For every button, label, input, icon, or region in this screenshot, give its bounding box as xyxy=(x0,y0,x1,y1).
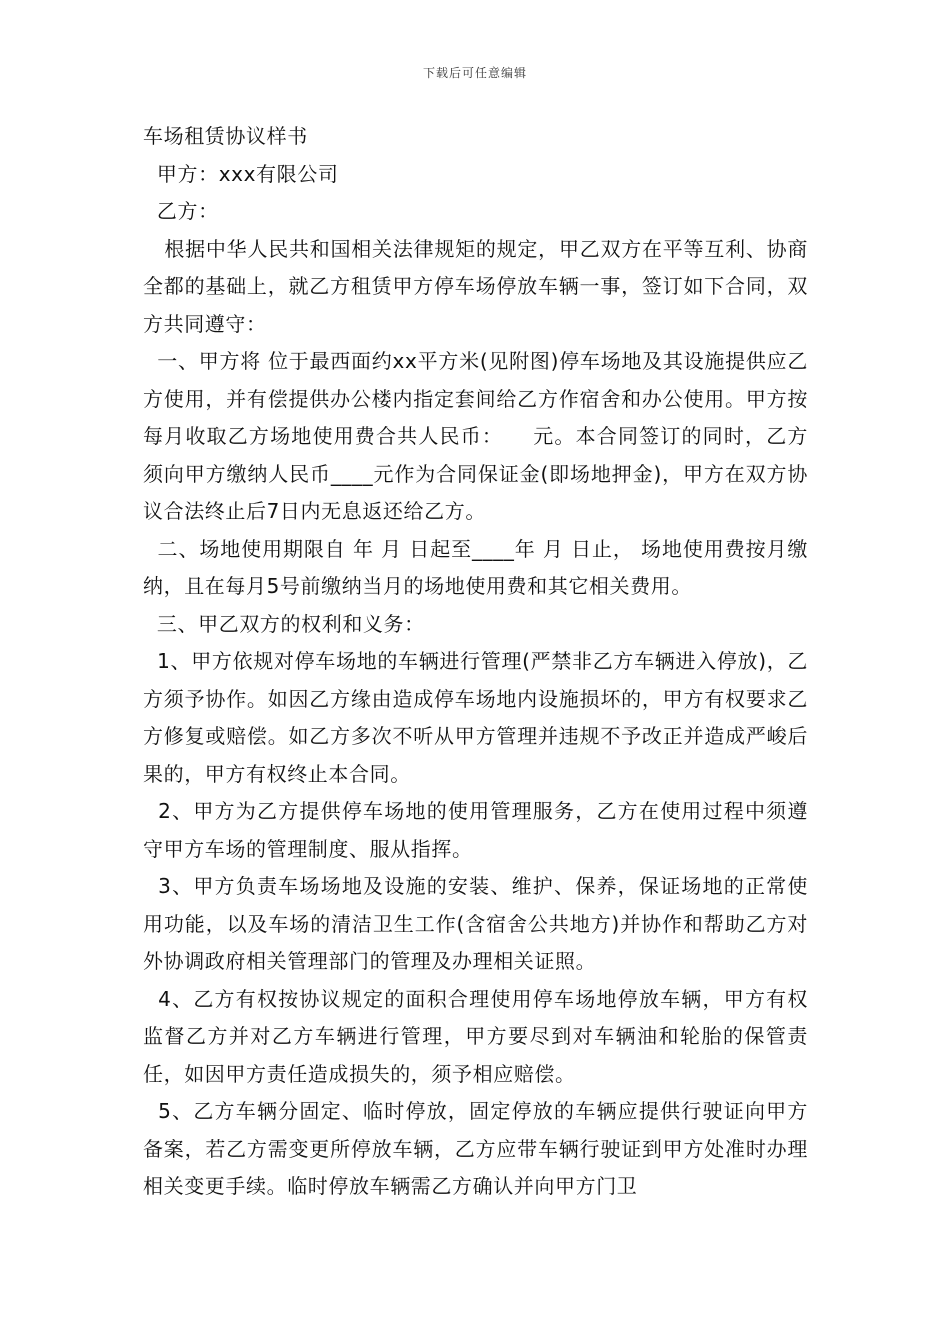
page-header-caption: 下载后可任意编辑 xyxy=(422,66,527,80)
party-a-line: 甲方：xxx有限公司 xyxy=(143,161,339,186)
paragraph-clause-2: 二、场地使用期限自 年 月 日起至____年 月 日止， 场地使用费按月缴纳，且在每月5号前缴纳当月的场地使用费和其它相关费用。 xyxy=(143,536,808,598)
paragraph-item-3: 3、甲方负责车场场地及设施的安装、维护、保养，保证场地的正常使用功能，以及车场的清洁卫生工作(含宿舍公共地方)并协作和帮助乙方对外协调政府相关管理部门的管理及办理相关证照。 xyxy=(143,874,808,973)
paragraph-item-1: 1、甲方依规对停车场地的车辆进行管理(严禁非乙方车辆进入停放)，乙方须予协作。如因乙方缘由造成停车场地内设施损坏的，甲方有权要求乙方修复或赔偿。如乙方多次不听从甲方管理并违规不予改正并造成严峻后果的，甲方有权终止本合同。 xyxy=(143,649,808,786)
document-title: 车场租赁协议样书 xyxy=(143,124,308,148)
paragraph-item-2: 2、甲方为乙方提供停车场地的使用管理服务，乙方在使用过程中须遵守甲方车场的管理制度、服从指挥。 xyxy=(143,799,808,861)
party-b-line: 乙方： xyxy=(143,199,219,223)
paragraph-item-4: 4、乙方有权按协议规定的面积合理使用停车场地停放车辆，甲方有权监督乙方并对乙方车辆进行管理，甲方要尽到对车辆油和轮胎的保管责任，如因甲方责任造成损失的，须予相应赔偿。 xyxy=(143,986,808,1086)
paragraph-clause-3-heading: 三、甲乙双方的权利和义务： xyxy=(143,611,425,636)
paragraph-item-5: 5、乙方车辆分固定、临时停放，固定停放的车辆应提供行驶证向甲方备案，若乙方需变更所停放车辆，乙方应带车辆行驶证到甲方处准时办理相关变更手续。临时停放车辆需乙方确认并向甲方门卫 xyxy=(143,1099,808,1198)
paragraph-preamble: 根据中华人民共和国相关法律规矩的规定，甲乙双方在平等互利、协商全都的基础上，就乙方租赁甲方停车场停放车辆一事，签订如下合同，双方共同遵守： xyxy=(143,236,808,336)
document-body xyxy=(143,118,808,1206)
paragraph-clause-1: 一、甲方将 位于最西面约xx平方米(见附图)停车场地及其设施提供应乙方使用，并有偿提供办公楼内指定套间给乙方作宿舍和办公使用。甲方按每月收取乙方场地使用费合共人民币： 元。本合同签订的同时，乙方须向甲方缴纳人民币____元作为合同保证金(即场地押金)，甲方在双方协议合法终止后7日内无息返还给乙方。 xyxy=(143,349,808,523)
